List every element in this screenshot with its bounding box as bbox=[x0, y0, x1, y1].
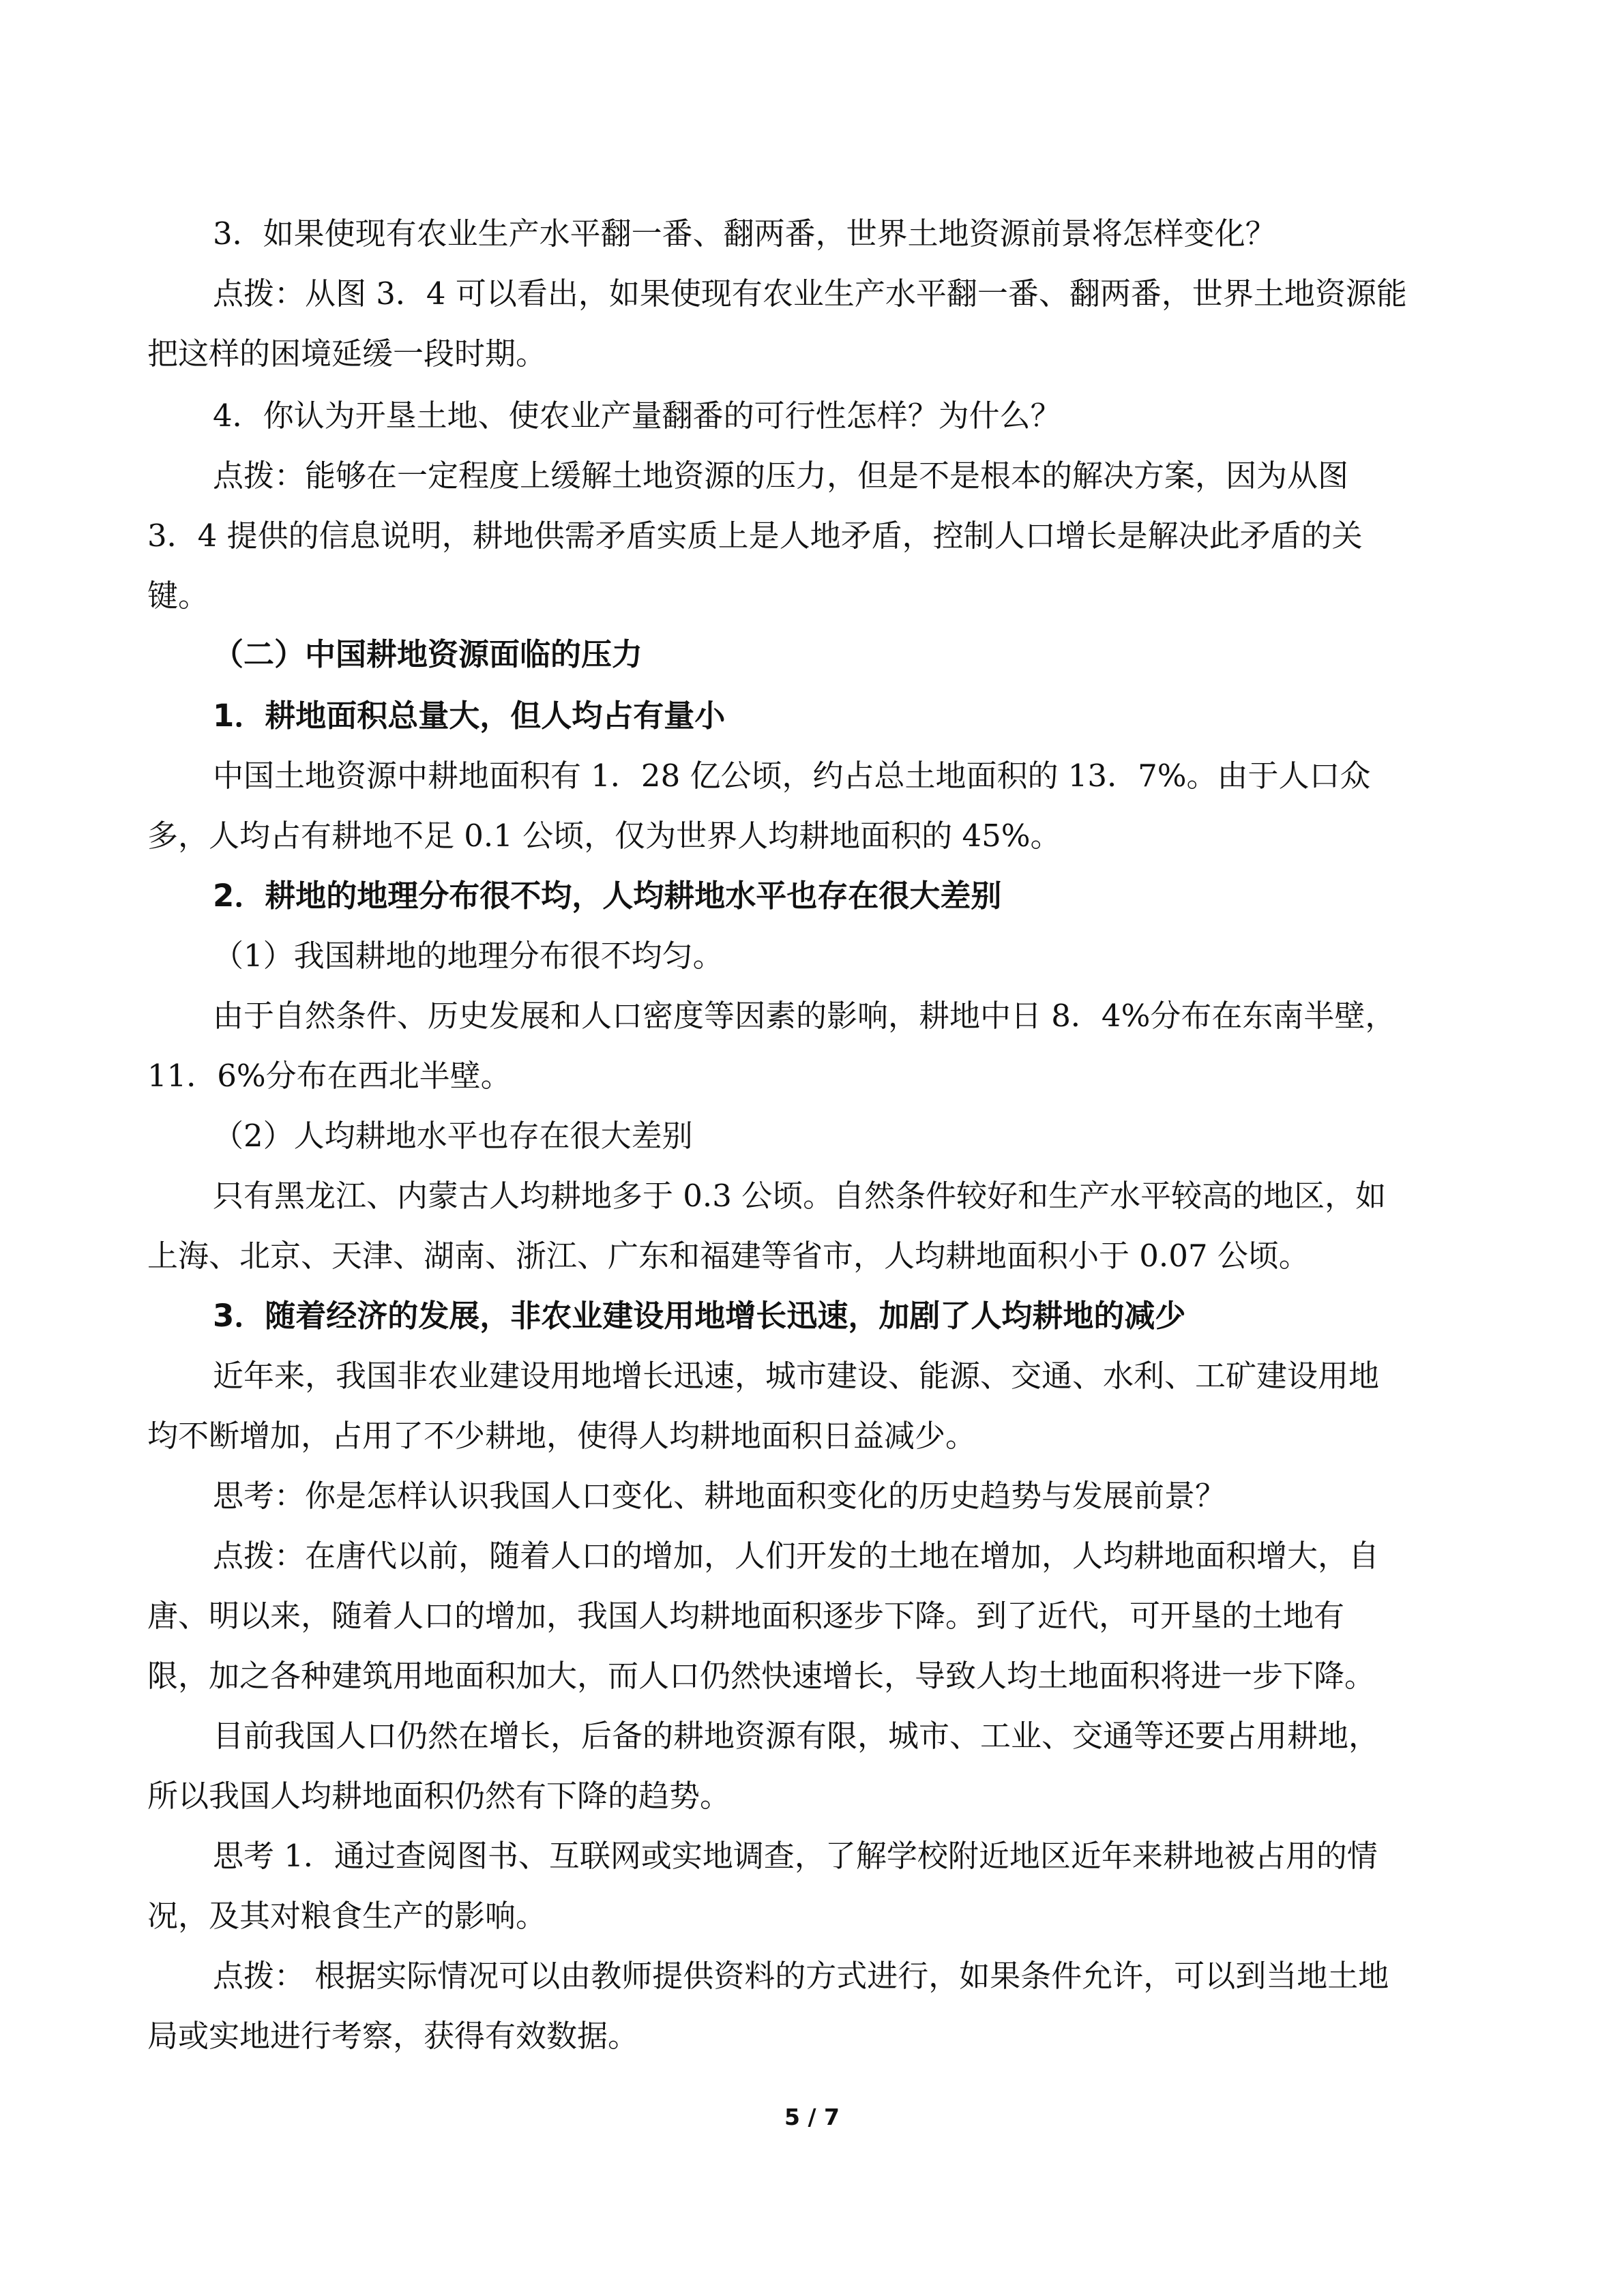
section-heading: （二）中国耕地资源面临的压力 bbox=[213, 636, 643, 672]
list-item-1: （1）我国耕地的地理分布很不均匀。 bbox=[213, 938, 724, 974]
question-3: 3．如果使现有农业生产水平翻一番、翻两番，世界土地资源前景将怎样变化？ bbox=[213, 215, 1276, 252]
body-paragraph-line: 均不断增加，占用了不少耕地，使得人均耕地面积日益减少。 bbox=[147, 1418, 977, 1454]
hint-paragraph-line: 键。 bbox=[147, 578, 209, 614]
body-paragraph-line: 由于自然条件、历史发展和人口密度等因素的影响，耕地中日 8．4%分布在东南半壁， bbox=[213, 998, 1396, 1034]
hint-paragraph-line: 限，加之各种建筑用地面积加大，而人口仍然快速增长，导致人均土地面积将进一步下降。 bbox=[147, 1658, 1376, 1694]
hint-paragraph-line: 把这样的困境延缓一段时期。 bbox=[147, 336, 547, 372]
body-paragraph-line: 11．6%分布在西北半壁。 bbox=[147, 1058, 512, 1094]
subsection-heading-1: 1．耕地面积总量大，但人均占有量小 bbox=[213, 698, 726, 734]
list-item-2: （2）人均耕地水平也存在很大差别 bbox=[213, 1118, 693, 1154]
body-paragraph-line: 只有黑龙江、内蒙古人均耕地多于 0.3 公顷。自然条件较好和生产水平较高的地区，如 bbox=[213, 1178, 1387, 1214]
hint-paragraph-line: 点拨： 根据实际情况可以由教师提供资料的方式进行，如果条件允许，可以到当地土地 bbox=[213, 1958, 1389, 1994]
hint-paragraph-line: 唐、明以来，随着人口的增加，我国人均耕地面积逐步下降。到了近代，可开垦的土地有 bbox=[147, 1598, 1345, 1634]
body-paragraph-line: 上海、北京、天津、湖南、浙江、广东和福建等省市，人均耕地面积小于 0.07 公顷。 bbox=[147, 1238, 1310, 1274]
hint-paragraph-line: 点拨：在唐代以前，随着人口的增加，人们开发的土地在增加，人均耕地面积增大，自 bbox=[213, 1538, 1380, 1574]
think-question-1: 思考 1．通过查阅图书、互联网或实地调查，了解学校附近地区近年来耕地被占用的情 bbox=[213, 1838, 1378, 1874]
body-paragraph-line: 多，人均占有耕地不足 0.1 公顷，仅为世界人均耕地面积的 45%。 bbox=[147, 818, 1061, 854]
body-paragraph-line: 所以我国人均耕地面积仍然有下降的趋势。 bbox=[147, 1778, 731, 1814]
hint-paragraph-line: 局或实地进行考察，获得有效数据。 bbox=[147, 2018, 639, 2054]
subsection-heading-3: 3．随着经济的发展，非农业建设用地增长迅速，加剧了人均耕地的减少 bbox=[213, 1298, 1186, 1334]
hint-paragraph-line: 3．4 提供的信息说明，耕地供需矛盾实质上是人地矛盾，控制人口增长是解决此矛盾的关 bbox=[147, 518, 1363, 554]
page-number: 5 / 7 bbox=[784, 2104, 840, 2130]
body-paragraph-line: 目前我国人口仍然在增长，后备的耕地资源有限，城市、工业、交通等还要占用耕地， bbox=[213, 1718, 1380, 1754]
subsection-heading-2: 2．耕地的地理分布很不均，人均耕地水平也存在很大差别 bbox=[213, 878, 1002, 914]
body-paragraph-line: 中国土地资源中耕地面积有 1．28 亿公顷，约占总土地面积的 13．7%。由于人口众 bbox=[213, 758, 1371, 794]
question-4: 4．你认为开垦土地、使农业产量翻番的可行性怎样？为什么？ bbox=[213, 398, 1061, 434]
think-question: 思考：你是怎样认识我国人口变化、耕地面积变化的历史趋势与发展前景？ bbox=[213, 1478, 1226, 1514]
body-paragraph-line: 近年来，我国非农业建设用地增长迅速，城市建设、能源、交通、水利、工矿建设用地 bbox=[213, 1358, 1380, 1394]
think-question-1-cont: 况，及其对粮食生产的影响。 bbox=[147, 1898, 547, 1934]
hint-paragraph-line: 点拨：能够在一定程度上缓解土地资源的压力，但是不是根本的解决方案，因为从图 bbox=[213, 458, 1349, 494]
hint-paragraph-line: 点拨：从图 3．4 可以看出，如果使现有农业生产水平翻一番、翻两番，世界土地资源能 bbox=[213, 275, 1407, 312]
